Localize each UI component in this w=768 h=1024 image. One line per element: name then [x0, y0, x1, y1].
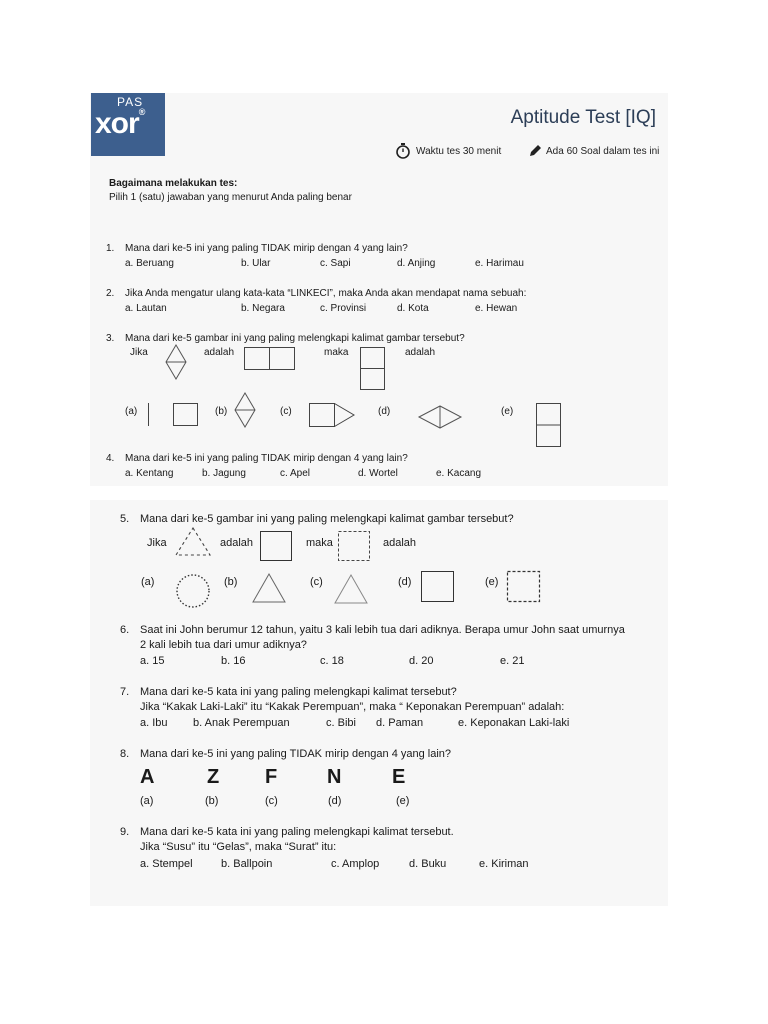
q7-option-b[interactable]: b. Anak Perempuan [193, 717, 290, 729]
q8-letter-n: N [327, 766, 342, 788]
q2-option-d[interactable]: d. Kota [397, 303, 429, 314]
q9-text-line2: Jika “Susu” itu “Gelas”, maka “Surat” itu: [140, 841, 337, 853]
xor-logo [91, 93, 165, 156]
q7-option-e[interactable]: e. Keponakan Laki-laki [458, 717, 570, 729]
q7-option-c[interactable]: c. Bibi [326, 717, 356, 729]
q3-option-e-label[interactable]: (e) [501, 406, 514, 417]
q3-double-square-horizontal [244, 347, 295, 370]
q8-option-a[interactable]: (a) [140, 795, 154, 807]
q4-option-d[interactable]: d. Wortel [358, 468, 398, 479]
q1-text: Mana dari ke-5 ini yang paling TIDAK mirip dengan 4 yang lain? [125, 243, 408, 254]
q5-word-adalah-2: adalah [383, 537, 417, 549]
q8-text: Mana dari ke-5 ini yang paling TIDAK mirip dengan 4 yang lain? [140, 748, 452, 760]
q5-option-a-label[interactable]: (a) [141, 576, 155, 588]
q4-option-a[interactable]: a. Kentang [125, 468, 174, 479]
q7-text-line2: Jika “Kakak Laki-Laki” itu “Kakak Perempuan”, maka “ Keponakan Perempuan” adalah: [140, 701, 565, 713]
q9-number: 9. [120, 826, 130, 838]
q6-option-d[interactable]: d. 20 [409, 655, 434, 667]
q1-option-b[interactable]: b. Ular [241, 258, 271, 269]
q5-dashed-triangle-figure [175, 527, 211, 557]
q5-number: 5. [120, 513, 130, 525]
q3-text: Mana dari ke-5 gambar ini yang paling melengkapi kalimat gambar tersebut? [125, 333, 465, 344]
q3-option-c-figure[interactable] [309, 403, 355, 427]
q3-option-c-label[interactable]: (c) [280, 406, 292, 417]
q5-option-c-triangle[interactable] [334, 574, 368, 604]
q3-word-adalah-1: adalah [204, 347, 235, 358]
q3-option-a-figure[interactable] [148, 403, 198, 426]
q3-word-jika: Jika [130, 347, 148, 358]
duration-text: Waktu tes 30 menit [416, 146, 502, 157]
q6-text: Saat ini John berumur 12 tahun, yaitu 3 kali lebih tua dari adiknya. Berapa umur John saat umurnya [140, 624, 625, 636]
q5-word-jika: Jika [147, 537, 167, 549]
q5-option-d-square[interactable] [421, 571, 454, 602]
q8-option-b[interactable]: (b) [205, 795, 219, 807]
q5-text: Mana dari ke-5 gambar ini yang paling melengkapi kalimat gambar tersebut? [140, 513, 514, 525]
q4-text: Mana dari ke-5 ini yang paling TIDAK mirip dengan 4 yang lain? [125, 453, 408, 464]
q1-option-c[interactable]: c. Sapi [320, 258, 351, 269]
q6-number: 6. [120, 624, 130, 636]
q3-option-d-figure[interactable] [418, 405, 462, 429]
q3-number: 3. [106, 333, 115, 344]
q5-option-e-dashed-square[interactable] [507, 571, 540, 602]
question-count-text: Ada 60 Soal dalam tes ini [546, 146, 660, 157]
q8-number: 8. [120, 748, 130, 760]
instructions-heading: Bagaimana melakukan tes: [109, 178, 238, 189]
q9-option-d[interactable]: d. Buku [409, 858, 447, 870]
pencil-icon [528, 144, 542, 158]
q4-option-b[interactable]: b. Jagung [202, 468, 246, 479]
q3-option-b-label[interactable]: (b) [215, 406, 228, 417]
q1-number: 1. [106, 243, 115, 254]
q5-option-e-label[interactable]: (e) [485, 576, 499, 588]
q2-option-e[interactable]: e. Hewan [475, 303, 518, 314]
q6-option-c[interactable]: c. 18 [320, 655, 344, 667]
logo-pas-text: PAS [117, 95, 144, 109]
q2-option-a[interactable]: a. Lautan [125, 303, 167, 314]
q7-option-d[interactable]: d. Paman [376, 717, 424, 729]
q7-number: 7. [120, 686, 130, 698]
q3-option-a-label[interactable]: (a) [125, 406, 138, 417]
q5-option-c-label[interactable]: (c) [310, 576, 323, 588]
q9-option-c[interactable]: c. Amplop [331, 858, 380, 870]
q3-double-square-vertical [360, 347, 385, 390]
q1-option-e[interactable]: e. Harimau [475, 258, 524, 269]
q5-option-d-label[interactable]: (d) [398, 576, 412, 588]
q3-word-maka: maka [324, 347, 349, 358]
q2-option-c[interactable]: c. Provinsi [320, 303, 367, 314]
q5-option-a-dotted-circle[interactable] [176, 574, 210, 608]
stopwatch-icon [396, 143, 410, 159]
q5-solid-square-figure [260, 531, 292, 561]
q8-option-c[interactable]: (c) [265, 795, 278, 807]
q5-word-maka: maka [306, 537, 333, 549]
q4-option-e[interactable]: e. Kacang [436, 468, 482, 479]
q1-option-d[interactable]: d. Anjing [397, 258, 436, 269]
q6-option-a[interactable]: a. 15 [140, 655, 165, 667]
q2-number: 2. [106, 288, 115, 299]
q9-text: Mana dari ke-5 kata ini yang paling melengkapi kalimat tersebut. [140, 826, 454, 838]
q7-text: Mana dari ke-5 kata ini yang paling melengkapi kalimat tersebut? [140, 686, 457, 698]
q6-text-line2: 2 kali lebih tua dari umur adiknya? [140, 639, 307, 651]
q3-option-b-figure[interactable] [234, 392, 256, 428]
q8-letter-e: E [392, 766, 406, 788]
q1-option-a[interactable]: a. Beruang [125, 258, 174, 269]
q5-option-b-label[interactable]: (b) [224, 576, 238, 588]
q9-option-e[interactable]: e. Kiriman [479, 858, 529, 870]
q5-word-adalah-1: adalah [220, 537, 254, 549]
q7-option-a[interactable]: a. Ibu [140, 717, 168, 729]
q3-option-d-label[interactable]: (d) [378, 406, 391, 417]
page-title: Aptitude Test [IQ] [510, 107, 656, 128]
q8-option-e[interactable]: (e) [396, 795, 410, 807]
q2-text: Jika Anda mengatur ulang kata-kata “LINKECI”, maka Anda akan mendapat nama sebuah: [125, 288, 527, 299]
q8-letter-f: F [265, 766, 278, 788]
logo-xor-text: xor® [95, 107, 145, 140]
q2-option-b[interactable]: b. Negara [241, 303, 285, 314]
q4-option-c[interactable]: c. Apel [280, 468, 311, 479]
q9-option-a[interactable]: a. Stempel [140, 858, 193, 870]
q5-dashed-square-figure [338, 531, 370, 561]
q4-number: 4. [106, 453, 115, 464]
q8-letter-z: Z [207, 766, 220, 788]
q9-option-b[interactable]: b. Ballpoin [221, 858, 273, 870]
q5-option-b-triangle[interactable] [252, 573, 286, 603]
q6-option-b[interactable]: b. 16 [221, 655, 246, 667]
q8-letter-a: A [140, 766, 155, 788]
q6-option-e[interactable]: e. 21 [500, 655, 525, 667]
q3-option-e-figure[interactable] [536, 403, 561, 447]
q3-diamond-figure [165, 344, 187, 380]
instructions-text: Pilih 1 (satu) jawaban yang menurut Anda paling benar [109, 192, 352, 203]
q8-option-d[interactable]: (d) [328, 795, 342, 807]
q3-word-adalah-2: adalah [405, 347, 436, 358]
